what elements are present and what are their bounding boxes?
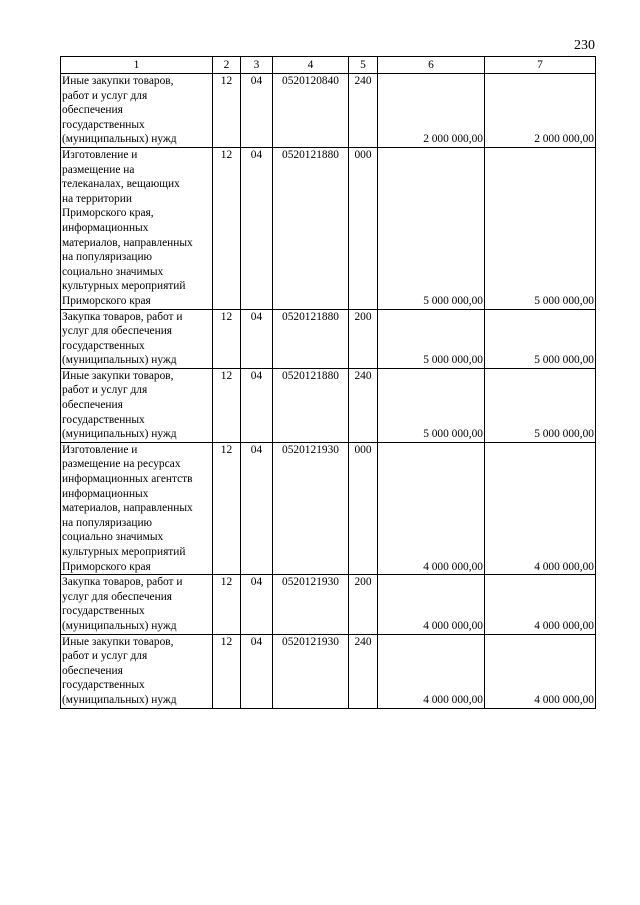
expense-item-name-line: (муниципальных) нужд <box>62 619 177 632</box>
expense-type-code: 240 <box>349 634 378 708</box>
expense-item-name <box>61 634 213 708</box>
expense-item-name-line: Иные закупки товаров, <box>62 75 174 87</box>
expense-item-name-line: государственных <box>62 605 145 618</box>
expense-item-name <box>61 368 213 442</box>
expense-item-name-line: услуг для обеспечения <box>62 325 173 338</box>
expense-item-name-line: на популяризацию <box>62 516 153 529</box>
amount-column-7: 5 000 000,00 <box>485 309 596 368</box>
expense-type-code: 240 <box>349 368 378 442</box>
expense-item-name-line: социально значимых <box>62 265 164 278</box>
amount-column-6: 4 000 000,00 <box>378 634 485 708</box>
expense-type-code: 240 <box>349 74 378 148</box>
expense-item-name-line: культурных мероприятий <box>62 280 186 293</box>
section-code: 12 <box>213 74 241 148</box>
column-header: 6 <box>378 57 485 74</box>
amount-column-7: 4 000 000,00 <box>485 442 596 574</box>
expense-item-name-line: культурных мероприятий <box>62 546 186 558</box>
subsection-code: 04 <box>241 634 273 708</box>
target-article-code: 0520120840 <box>273 74 349 148</box>
expense-item-name-line: на популяризацию <box>62 251 153 264</box>
subsection-code: 04 <box>241 442 273 574</box>
amount-column-6: 2 000 000,00 <box>378 74 485 148</box>
column-header: 5 <box>349 57 378 74</box>
expense-item-name-line: Иные закупки товаров, <box>62 369 174 382</box>
expense-item-name-line: на территории <box>62 192 132 205</box>
section-code: 12 <box>213 634 241 708</box>
expense-item-name-line: обеспечения <box>62 104 123 117</box>
expense-item-name-line: государственных <box>62 339 145 352</box>
column-header: 2 <box>213 57 241 74</box>
expense-item-name-line: материалов, направленных <box>62 502 193 515</box>
target-article-code: 0520121880 <box>273 368 349 442</box>
amount-column-7: 5 000 000,00 <box>485 147 596 309</box>
expense-item-name-line: работ и услуг для <box>62 384 148 397</box>
table-row <box>61 74 596 148</box>
table-row <box>61 634 596 708</box>
expense-item-name-line: информационных <box>62 221 149 234</box>
section-code: 12 <box>213 442 241 574</box>
section-code: 12 <box>213 309 241 368</box>
amount-column-7: 4 000 000,00 <box>485 575 596 634</box>
table-row <box>61 442 596 574</box>
expense-item-name-line: обеспечения <box>62 664 123 677</box>
target-article-code: 0520121930 <box>273 442 349 574</box>
expense-item-name-line: Закупка товаров, работ и <box>62 310 183 323</box>
subsection-code: 04 <box>241 147 273 309</box>
expense-type-code: 000 <box>349 442 378 574</box>
subsection-code: 04 <box>241 74 273 148</box>
section-code: 12 <box>213 575 241 634</box>
amount-column-6: 5 000 000,00 <box>378 147 485 309</box>
expense-item-name <box>61 147 213 309</box>
expense-item-name-line: (муниципальных) нужд <box>62 693 177 706</box>
expense-item-name-line: государственных <box>62 413 145 426</box>
expense-item-name-line: Иные закупки товаров, <box>62 635 174 648</box>
expense-item-name-line: Изготовление и <box>62 148 138 161</box>
target-article-code: 0520121930 <box>273 634 349 708</box>
expense-item-name-line: Приморского края, <box>62 207 154 220</box>
target-article-code: 0520121930 <box>273 575 349 634</box>
expense-item-name-line: Приморского края <box>62 294 151 307</box>
expense-item-name-line: (муниципальных) нужд <box>62 354 177 367</box>
section-code: 12 <box>213 147 241 309</box>
expense-item-name <box>61 575 213 634</box>
amount-column-7: 4 000 000,00 <box>485 634 596 708</box>
expense-item-name-line: (муниципальных) нужд <box>62 428 177 441</box>
table-body <box>61 74 596 709</box>
amount-column-6: 4 000 000,00 <box>378 575 485 634</box>
expense-item-name-line: государственных <box>62 118 145 131</box>
column-header: 7 <box>485 57 596 74</box>
expense-item-name-line: Приморского края <box>62 560 151 573</box>
expense-item-name <box>61 309 213 368</box>
budget-table <box>60 56 596 709</box>
amount-column-6: 5 000 000,00 <box>378 309 485 368</box>
expense-item-name-line: работ и услуг для <box>62 650 148 663</box>
expense-item-name-line: государственных <box>62 679 145 692</box>
expense-type-code: 200 <box>349 309 378 368</box>
column-header: 1 <box>61 57 213 74</box>
expense-item-name-line: размещение на ресурсах <box>62 458 181 471</box>
amount-column-6: 5 000 000,00 <box>378 368 485 442</box>
table-header-row <box>61 57 596 74</box>
expense-item-name-line: информационных агентств <box>62 473 193 486</box>
expense-type-code: 200 <box>349 575 378 634</box>
expense-type-code: 000 <box>349 147 378 309</box>
expense-item-name-line: информационных <box>62 487 149 500</box>
expense-item-name-line: материалов, направленных <box>62 236 193 249</box>
table-row <box>61 147 596 309</box>
expense-item-name-line: услуг для обеспечения <box>62 590 173 603</box>
table-row <box>61 309 596 368</box>
subsection-code: 04 <box>241 368 273 442</box>
expense-item-name-line: работ и услуг для <box>62 89 148 102</box>
expense-item-name-line: обеспечения <box>62 399 123 412</box>
expense-item-name-line: телеканалах, вещающих <box>62 178 180 191</box>
expense-item-name <box>61 442 213 574</box>
section-code: 12 <box>213 368 241 442</box>
expense-item-name-line: (муниципальных) нужд <box>62 133 177 146</box>
column-header: 4 <box>273 57 349 74</box>
column-header: 3 <box>241 57 273 74</box>
subsection-code: 04 <box>241 309 273 368</box>
amount-column-7: 5 000 000,00 <box>485 368 596 442</box>
expense-item-name-line: Закупка товаров, работ и <box>62 576 183 589</box>
table-row <box>61 368 596 442</box>
expense-item-name <box>61 74 213 148</box>
expense-item-name-line: Изготовление и <box>62 443 138 456</box>
expense-item-name-line: размещение на <box>62 163 135 176</box>
page-number: 230 <box>574 38 595 53</box>
target-article-code: 0520121880 <box>273 309 349 368</box>
expense-item-name-line: социально значимых <box>62 531 164 544</box>
amount-column-7: 2 000 000,00 <box>485 74 596 148</box>
table-row <box>61 575 596 634</box>
amount-column-6: 4 000 000,00 <box>378 442 485 574</box>
target-article-code: 0520121880 <box>273 147 349 309</box>
subsection-code: 04 <box>241 575 273 634</box>
